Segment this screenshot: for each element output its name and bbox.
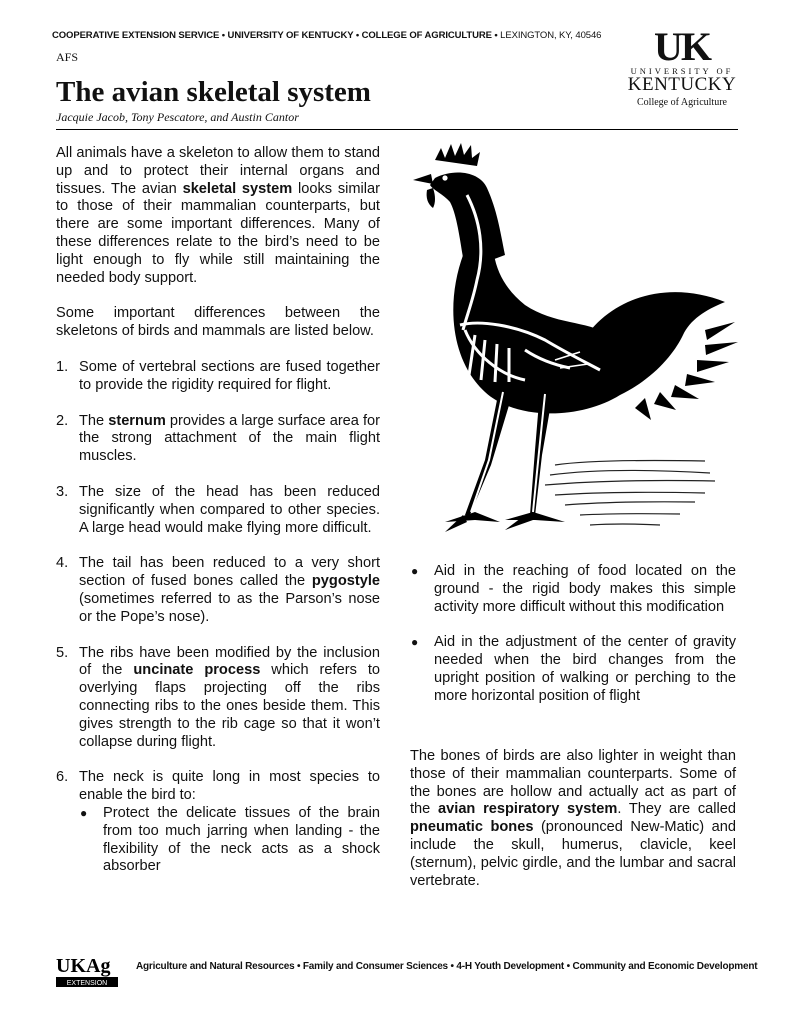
org-line: COOPERATIVE EXTENSION SERVICE • UNIVERSITY OF KENTUCKY • COLLEGE OF AGRICULTURE • bbox=[52, 30, 501, 41]
footer-programs: Agriculture and Natural Resources • Family and Consumer Sciences • 4-H Youth Development • Community and Economic Development bbox=[136, 961, 758, 972]
term-avian-respiratory-system: avian respiratory system bbox=[438, 801, 618, 818]
list-item: 4. The tail has been reduced to a very short section of fused bones called the pygostyle (sometimes referred to as the Parson’s nose or the Pope’s nose). bbox=[56, 555, 380, 625]
org-location: LEXINGTON, KY, 40546 bbox=[500, 30, 602, 41]
term-skeletal-system: skeletal system bbox=[182, 180, 293, 197]
ukag-extension-logo bbox=[56, 950, 126, 990]
neck-benefits-list bbox=[79, 805, 380, 876]
uk-logo bbox=[622, 24, 742, 108]
bullet-item: ● Aid in the reaching of food located on the ground - the rigid body makes this simple activity more difficult without this modification bbox=[411, 563, 736, 615]
list-item: 6. The neck is quite long in most species to enable the bird to: ● Protect the delicate tissues of the brain from too much jarring when landing - the flexibility of the neck acts as a shock absorber bbox=[56, 769, 380, 875]
uk-logo-mark: UK bbox=[654, 24, 710, 69]
list-item: 1. Some of vertebral sections are fused together to provide the rigidity required for flight. bbox=[56, 358, 380, 393]
list-intro-paragraph: Some important differences between the skeletons of birds and mammals are listed below. bbox=[56, 305, 380, 340]
uk-logo-university: UNIVERSITY OF bbox=[630, 66, 734, 76]
neck-benefits-list-continued bbox=[410, 563, 736, 706]
term-pygostyle: pygostyle bbox=[311, 573, 380, 590]
bullet-item: ● Protect the delicate tissues of the brain from too much jarring when landing - the flexibility of the neck acts as a shock absorber bbox=[80, 804, 380, 875]
term-pneumatic-bones: pneumatic bones bbox=[410, 819, 534, 836]
org-header bbox=[52, 30, 601, 41]
uk-logo-college: College of Agriculture bbox=[637, 97, 727, 108]
page-title: The avian skeletal system bbox=[56, 76, 371, 108]
svg-text:UKAg: UKAg bbox=[56, 955, 111, 977]
svg-text:EXTENSION: EXTENSION bbox=[66, 980, 108, 987]
rooster-skeleton-illustration bbox=[405, 130, 745, 550]
closing-paragraph: The bones of birds are also lighter in weight than those of their mammalian counterparts. Some of the bones are hollow and actually act as part of the avian respiratory system. They are called pneumatic bones (pronounced New-Matic) and include the skull, humerus, clavicle, keel (sternum), pelvic girdle, and the lumbar and sacral vertebrate. bbox=[410, 748, 737, 889]
series-code: AFS bbox=[56, 50, 79, 64]
term-uncinate-process: uncinate process bbox=[133, 662, 261, 679]
intro-paragraph: All animals have a skeleton to allow them to stand up and to protect their internal organs and tissues. The avian skeletal system looks similar to those of their mammalian counterparts, but there are some important differences. Many of these differences relate to the bird’s need to be light enough to fly while still maintaining the needed body support. bbox=[56, 145, 380, 286]
right-column-bullets bbox=[410, 563, 736, 724]
authors: Jacquie Jacob, Tony Pescatore, and Austin Cantor bbox=[56, 110, 299, 124]
list-item: 3. The size of the head has been reduced significantly when compared to other species. A large head would make flying more difficult. bbox=[56, 483, 380, 536]
list-item: 2. The sternum provides a large surface area for the strong attachment of the main flight muscles. bbox=[56, 412, 381, 465]
uk-logo-kentucky: KENTUCKY bbox=[627, 74, 737, 95]
differences-list bbox=[56, 359, 380, 876]
bullet-item: ● Aid in the adjustment of the center of gravity needed when the bird changes from the upright position of walking or perching to the more horizontal position of flight bbox=[411, 634, 736, 704]
list-item: 5. The ribs have been modified by the inclusion of the uncinate process which refers to overlying flaps projecting off the ribs connecting ribs to the ones beside them. This gives strength to the rib cage so that it won’t collapse during flight. bbox=[56, 644, 380, 750]
left-column bbox=[56, 145, 380, 894]
term-sternum: sternum bbox=[108, 412, 166, 429]
